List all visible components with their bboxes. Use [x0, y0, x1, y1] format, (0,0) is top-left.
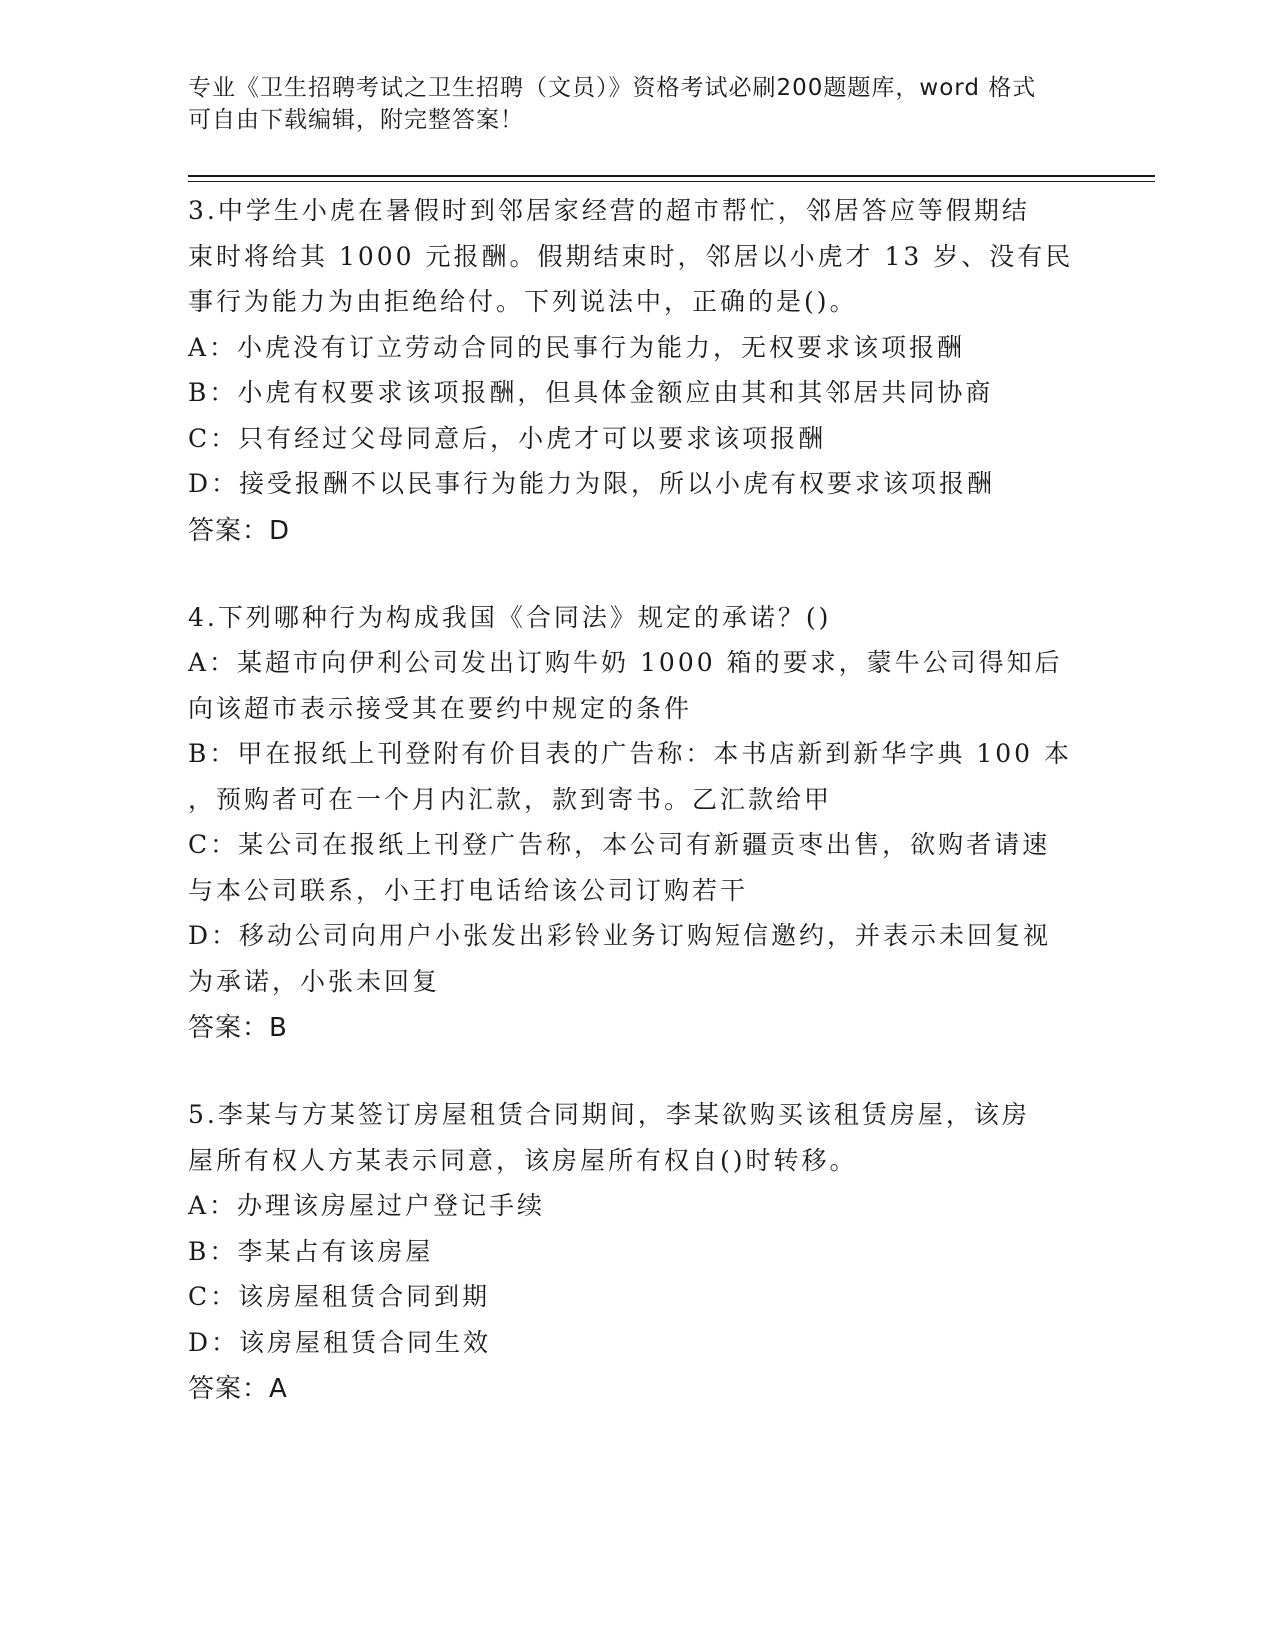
option-d: D：移动公司向用户小张发出彩铃业务订购短信邀约，并表示未回复视 [188, 921, 1052, 950]
header-divider [188, 175, 1155, 177]
answer-line: 答案：D [188, 515, 291, 546]
option-b: B：小虎有权要求该项报酬，但具体金额应由其和其邻居共同协商 [188, 378, 994, 407]
question-4 [188, 595, 1078, 1053]
option-a: A：某超市向伊利公司发出订购牛奶 1000 箱的要求，蒙牛公司得知后 [188, 648, 1063, 677]
header-line: 专业《卫生招聘考试之卫生招聘（文员）》资格考试必刷200题题库，word 格式 [188, 75, 1037, 101]
question-stem-line: 事行为能力为由拒绝给付。下列说法中，正确的是()。 [188, 287, 858, 316]
question-stem-line: 4.下列哪种行为构成我国《合同法》规定的承诺？() [188, 602, 832, 632]
question-stem-line: 屋所有权人方某表示同意，该房屋所有权自()时转移。 [188, 1145, 858, 1175]
option-a: A：办理该房屋过户登记手续 [188, 1191, 546, 1220]
question-5 [188, 1092, 1078, 1413]
header-divider-thin [188, 181, 1155, 182]
question-stem-line: 5.李某与方某签订房屋租赁合同期间，李某欲购买该租赁房屋，该房 [188, 1100, 1030, 1129]
option-c: C：只有经过父母同意后，小虎才可以要求该项报酬 [188, 423, 827, 453]
question-stem-line: 3.中学生小虎在暑假时到邻居家经营的超市帮忙，邻居答应等假期结 [188, 196, 1030, 225]
question-stem-line: 束时将给其 1000 元报酬。假期结束时，邻居以小虎才 13 岁、没有民 [188, 241, 1074, 271]
answer-line: 答案：B [188, 1013, 288, 1043]
option-c: C：该房屋租赁合同到期 [188, 1282, 491, 1311]
option-b: B：甲在报纸上刊登附有价目表的广告称：本书店新到新华字典 100 本 [188, 739, 1072, 768]
question-3 [188, 188, 1078, 555]
option-d-continued: 为承诺，小张未回复 [188, 966, 441, 996]
option-a-continued: 向该超市表示接受其在要约中规定的条件 [188, 693, 693, 723]
option-d: D：接受报酬不以民事行为能力为限，所以小虎有权要求该项报酬 [188, 469, 996, 498]
document-header [188, 72, 1088, 136]
question-list [188, 188, 1078, 1453]
option-b-continued: ，预购者可在一个月内汇款，款到寄书。乙汇款给甲 [188, 784, 833, 814]
option-b: B：李某占有该房屋 [188, 1236, 434, 1266]
option-d: D：该房屋租赁合同生效 [188, 1327, 492, 1357]
answer-line: 答案：A [188, 1374, 288, 1404]
option-a: A：小虎没有订立劳动合同的民事行为能力，无权要求该项报酬 [188, 332, 966, 362]
option-c-continued: 与本公司联系，小王打电话给该公司订购若干 [188, 875, 749, 905]
option-c: C：某公司在报纸上刊登广告称，本公司有新疆贡枣出售，欲购者请速 [188, 830, 1051, 859]
header-line: 可自由下载编辑，附完整答案！ [188, 107, 524, 133]
